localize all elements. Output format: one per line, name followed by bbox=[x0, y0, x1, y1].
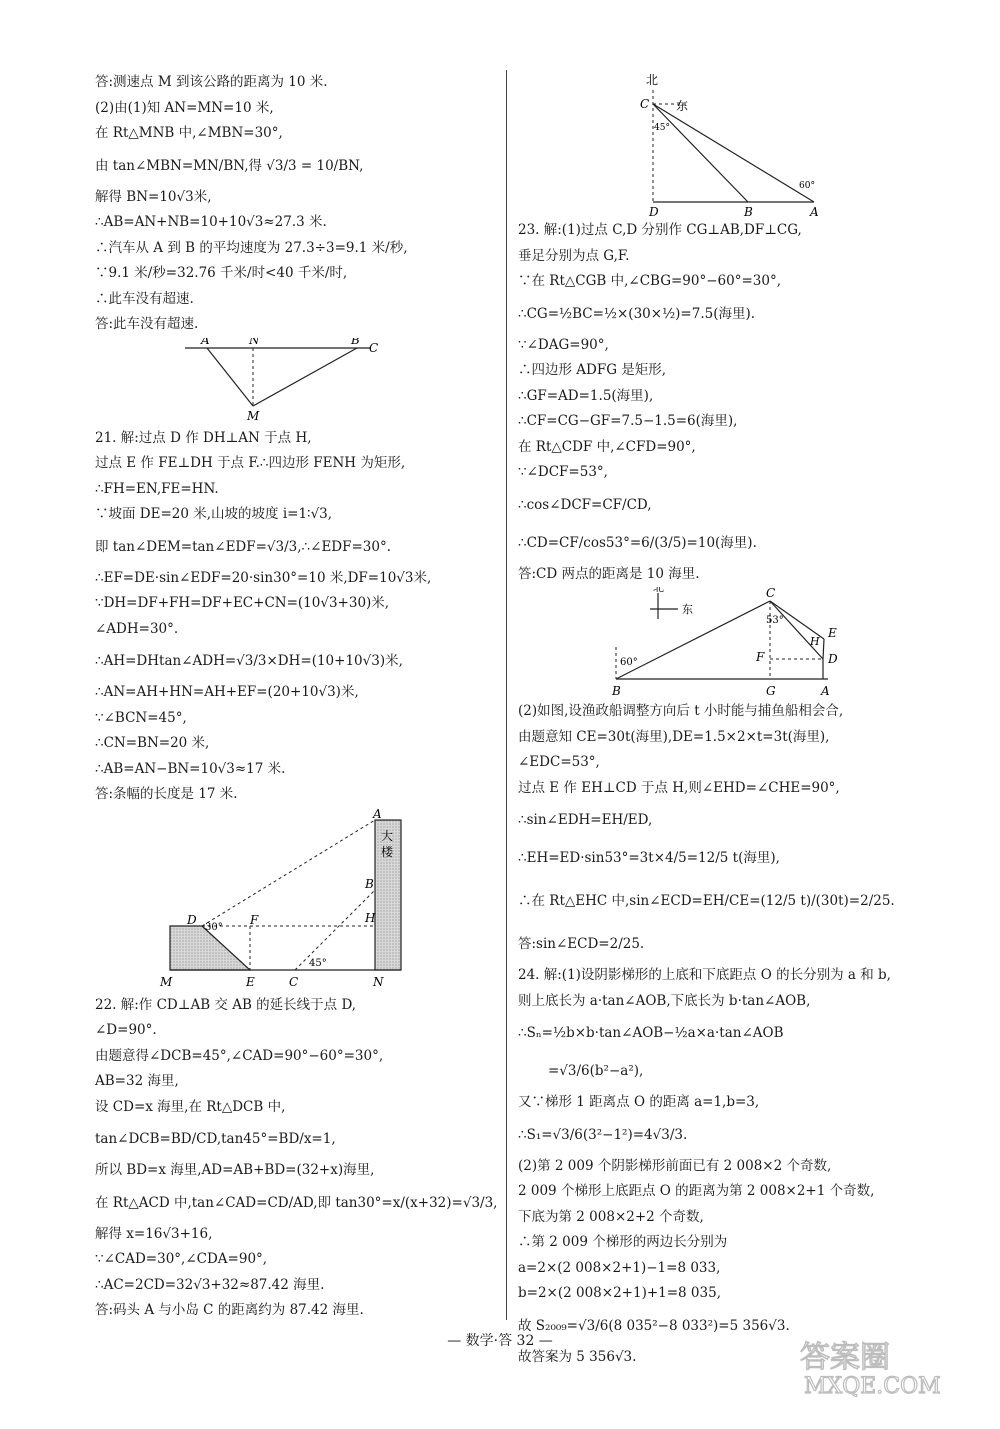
figure-q21-svg bbox=[95, 808, 495, 993]
text-line: ∵∠CAD=30°,∠CDA=90°, bbox=[95, 1251, 268, 1267]
label-a: A bbox=[810, 205, 819, 218]
label-f: F bbox=[250, 912, 259, 927]
figure-q20 bbox=[95, 338, 495, 426]
text-line: 答:sin∠ECD=2/25. bbox=[518, 936, 645, 952]
label-north: 北 bbox=[646, 73, 659, 87]
label-d: D bbox=[828, 652, 838, 666]
text-line: 答:测速点 M 到该公路的距离为 10 米. bbox=[95, 74, 328, 90]
text-line: b=2×(2 008×2+1)+1=8 035, bbox=[518, 1285, 721, 1301]
text-line: AB=32 海里, bbox=[95, 1073, 179, 1089]
q20-solution bbox=[95, 70, 495, 338]
label-c: C bbox=[766, 587, 776, 600]
label-angle-60: 60° bbox=[620, 657, 638, 668]
text-line: 答:码头 A 与小岛 C 的距离约为 87.42 海里. bbox=[95, 1302, 364, 1318]
label-building-2: 楼 bbox=[381, 844, 394, 859]
text-line: ∴第 2 009 个梯形的两边长分别为 bbox=[518, 1234, 728, 1250]
label-east: 东 bbox=[676, 99, 689, 113]
text-line: ∵DH=DF+FH=DF+EC+CN=(10√3+30)米, bbox=[95, 595, 390, 611]
label-angle-53: 53° bbox=[766, 615, 784, 626]
text-line: ∴AB=AN−BN=10√3≈17 米. bbox=[95, 760, 286, 777]
text-line: ∠EDC=53°, bbox=[518, 754, 600, 770]
column-divider bbox=[506, 70, 507, 1320]
text-line: 24. 解:(1)设阴影梯形的上底和下底距点 O 的长分别为 a 和 b, bbox=[518, 967, 891, 983]
text-line: a=2×(2 008×2+1)−1=8 033, bbox=[518, 1259, 721, 1276]
text-line: 则上底长为 a·tan∠AOB,下底长为 b·tan∠AOB, bbox=[518, 992, 811, 1009]
label-e: E bbox=[246, 974, 255, 989]
figure-q22 bbox=[518, 70, 918, 218]
text-line: ∴CG=½BC=½×(30×½)=7.5(海里). bbox=[518, 305, 756, 322]
q23-solution bbox=[518, 218, 918, 587]
figure-q23 bbox=[518, 587, 918, 699]
label-angle-60: 60° bbox=[799, 181, 815, 191]
text-line: ∴EH=ED·sin53°=3t×4/5=12/5 t(海里), bbox=[518, 850, 780, 866]
label-angle-45: 45° bbox=[654, 123, 670, 133]
text-line: 在 Rt△ACD 中,tan∠CAD=CD/AD,即 tan30°=x/(x+32)=√3/3, bbox=[95, 1194, 498, 1211]
text-line: ∴cos∠DCF=CF/CD, bbox=[518, 496, 652, 513]
label-n: N bbox=[373, 974, 384, 989]
text-line: 21. 解:过点 D 作 DH⊥AN 于点 H, bbox=[95, 429, 312, 446]
text-line: ∴S₁=√3/6(3²−1²)=4√3/3. bbox=[518, 1126, 688, 1143]
q24-solution bbox=[518, 963, 918, 1370]
text-line: 答:CD 两点的距离是 10 海里. bbox=[518, 565, 700, 582]
text-line: ∠D=90°. bbox=[95, 1022, 157, 1038]
label-d: D bbox=[649, 205, 659, 218]
text-line: 即 tan∠DEM=tan∠EDF=√3/3,∴∠EDF=30°. bbox=[95, 538, 392, 555]
text-line: ∴FH=EN,FE=HN. bbox=[95, 480, 219, 497]
text-line: ∴汽车从 A 到 B 的平均速度为 27.3÷3=9.1 米/秒, bbox=[95, 239, 408, 256]
text-line: 22. 解:作 CD⊥AB 交 AB 的延长线于点 D, bbox=[95, 996, 357, 1013]
label-b: B bbox=[744, 205, 753, 218]
text-line: ∴AH=DHtan∠ADH=√3/3×DH=(10+10√3)米, bbox=[95, 653, 403, 669]
text-line: ∵9.1 米/秒=32.76 千米/时<40 千米/时, bbox=[95, 265, 348, 281]
label-east: 东 bbox=[682, 603, 693, 616]
label-b: B bbox=[365, 876, 374, 891]
text-line: 由 tan∠MBN=MN/BN,得 √3/3 = 10/BN, bbox=[95, 157, 364, 174]
text-line: 2 009 个梯形上底距点 O 的距离为第 2 008×2+1 个奇数, bbox=[518, 1183, 875, 1199]
text-line: (2)第 2 009 个阴影梯形前面已有 2 008×2 个奇数, bbox=[518, 1157, 832, 1174]
watermark-url: MXQE.COM bbox=[804, 1374, 941, 1399]
text-line: 答:条幅的长度是 17 米. bbox=[95, 786, 238, 802]
watermark-title: 答案圈 bbox=[800, 1340, 890, 1375]
text-line: =√3/6(b²−a²), bbox=[548, 1063, 644, 1079]
text-line: ∠ADH=30°. bbox=[95, 620, 179, 637]
text-line: ∴AN=AH+HN=AH+EF=(20+10√3)米, bbox=[95, 684, 359, 700]
figure-q23-svg bbox=[518, 587, 918, 699]
label-north: 北 bbox=[653, 587, 664, 594]
label-g: G bbox=[766, 684, 776, 698]
q21-solution bbox=[95, 426, 495, 808]
text-line: ∵∠DCF=53°, bbox=[518, 464, 608, 480]
text-line: 所以 BD=x 海里,AD=AB+BD=(32+x)海里, bbox=[95, 1162, 375, 1178]
label-angle-45: 45° bbox=[309, 957, 327, 969]
text-line: ∴CD=CF/cos53°=6/(3/5)=10(海里). bbox=[518, 534, 757, 551]
label-m: M bbox=[160, 974, 173, 989]
text-line: ∴在 Rt△EHC 中,sin∠ECD=EH/CE=(12/5 t)/(30t)=2/25. bbox=[518, 893, 895, 909]
text-line: 在 Rt△CDF 中,∠CFD=90°, bbox=[518, 438, 696, 455]
text-line: ∴此车没有超速. bbox=[95, 290, 194, 307]
text-line: 设 CD=x 海里,在 Rt△DCB 中, bbox=[95, 1098, 286, 1115]
label-angle-30: 30° bbox=[205, 921, 223, 933]
label-f: F bbox=[756, 650, 765, 664]
text-line: (2)如图,设渔政船调整方向后 t 小时能与捕鱼船相会合, bbox=[518, 703, 844, 719]
text-line: 解得 BN=10√3米, bbox=[95, 188, 212, 205]
text-line: 故答案为 5 356√3. bbox=[518, 1348, 637, 1365]
text-line: ∴CN=BN=20 米, bbox=[95, 735, 210, 751]
text-line: 垂足分别为点 G,F. bbox=[518, 247, 630, 264]
text-line: ∴sin∠EDH=EH/ED, bbox=[518, 812, 653, 828]
text-line: 故 S₂₀₀₉=√3/6(8 035²−8 033²)=5 356√3. bbox=[518, 1317, 790, 1334]
figure-q21 bbox=[95, 808, 495, 993]
text-line: (2)由(1)知 AN=MN=10 米, bbox=[95, 99, 274, 116]
left-column bbox=[95, 70, 498, 1324]
label-m: M bbox=[247, 408, 260, 423]
text-line: ∴EF=DE·sin∠EDF=20·sin30°=10 米,DF=10√3米, bbox=[95, 569, 432, 586]
text-line: 又∵梯形 1 距离点 O 的距离 a=1,b=3, bbox=[518, 1094, 760, 1110]
text-line: 答:此车没有超速. bbox=[95, 316, 199, 332]
q22-solution bbox=[95, 993, 498, 1324]
right-column bbox=[518, 70, 918, 1370]
text-line: ∵∠DAG=90°, bbox=[518, 336, 609, 353]
label-h: H bbox=[365, 910, 376, 925]
text-line: ∴AB=AN+NB=10+10√3≈27.3 米. bbox=[95, 214, 327, 230]
label-h: H bbox=[810, 635, 820, 648]
label-c: C bbox=[289, 974, 299, 989]
label-c: C bbox=[369, 340, 379, 355]
label-d: D bbox=[187, 912, 197, 927]
label-e: E bbox=[828, 626, 837, 640]
text-line: ∴Sₙ=½b×b·tan∠AOB−½a×a·tan∠AOB bbox=[518, 1025, 784, 1041]
text-line: 在 Rt△MNB 中,∠MBN=30°, bbox=[95, 125, 283, 141]
text-line: ∵坡面 DE=20 米,山坡的坡度 i=1∶√3, bbox=[95, 506, 333, 522]
text-line: ∴CF=CG−GF=7.5−1.5=6(海里), bbox=[518, 413, 738, 429]
figure-q22-svg bbox=[518, 70, 918, 218]
text-line: ∵在 Rt△CGB 中,∠CBG=90°−60°=30°, bbox=[518, 273, 781, 289]
watermark-logo bbox=[790, 1329, 970, 1399]
page-footer: — 数学·答 32 — bbox=[447, 1333, 553, 1349]
figure-q20-svg bbox=[95, 338, 495, 426]
text-line: tan∠DCB=BD/CD,tan45°=BD/x=1, bbox=[95, 1131, 336, 1147]
text-line: ∴AC=2CD=32√3+32≈87.42 海里. bbox=[95, 1276, 325, 1293]
label-building-1: 大 bbox=[381, 828, 394, 843]
label-c: C bbox=[640, 97, 650, 111]
label-a: A bbox=[821, 684, 830, 698]
q23-part2-solution bbox=[518, 699, 918, 963]
text-line: 由题意得∠DCB=45°,∠CAD=90°−60°=30°, bbox=[95, 1047, 384, 1064]
text-line: ∵∠BCN=45°, bbox=[95, 709, 187, 726]
label-b: B bbox=[612, 684, 621, 698]
text-line: 过点 E 作 FE⊥DH 于点 F.∴四边形 FENH 为矩形, bbox=[95, 455, 406, 471]
text-line: 过点 E 作 EH⊥CD 于点 H,则∠EHD=∠CHE=90°, bbox=[518, 779, 840, 796]
label-b: B bbox=[351, 337, 360, 347]
text-line: ∴GF=AD=1.5(海里), bbox=[518, 387, 654, 404]
text-line: 下底为第 2 008×2+2 个奇数, bbox=[518, 1208, 704, 1225]
label-n: N bbox=[249, 337, 260, 347]
label-a: A bbox=[373, 807, 382, 821]
text-line: 23. 解:(1)过点 C,D 分别作 CG⊥AB,DF⊥CG, bbox=[518, 222, 802, 238]
text-line: 由题意知 CE=30t(海里),DE=1.5×2×t=3t(海里), bbox=[518, 728, 830, 745]
text-line: ∴四边形 ADFG 是矩形, bbox=[518, 362, 667, 378]
text-line: 解得 x=16√3+16, bbox=[95, 1225, 213, 1242]
label-a: A bbox=[201, 337, 210, 347]
